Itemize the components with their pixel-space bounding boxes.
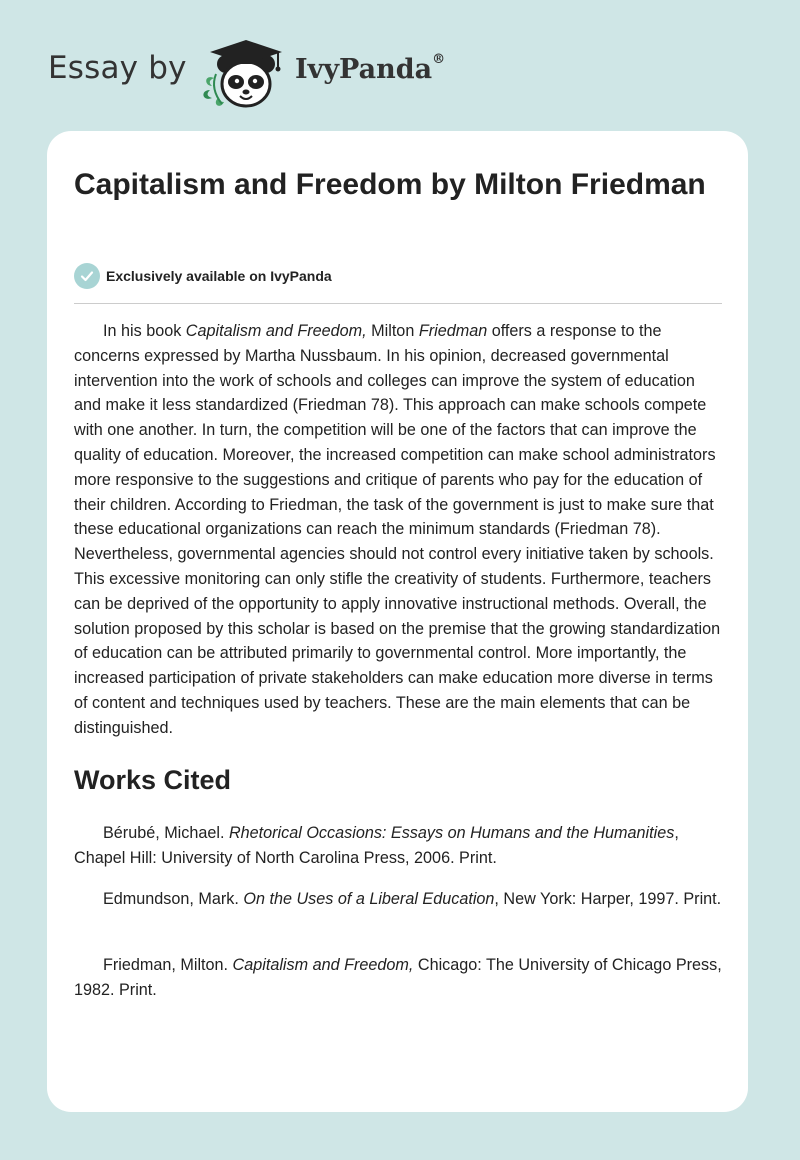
site-header bbox=[0, 0, 800, 130]
page-title: Capitalism and Freedom by Milton Friedman bbox=[74, 168, 706, 201]
check-circle-icon bbox=[74, 263, 100, 289]
divider bbox=[74, 303, 722, 304]
badge-text: Exclusively available on IvyPanda bbox=[106, 268, 332, 284]
panda-graduation-cap-icon[interactable] bbox=[200, 34, 292, 110]
essay-body: In his book Capitalism and Freedom, Milton Friedman offers a response to the concerns expressed by Martha Nussbaum. In his opinion, decreased governmental intervention into the work of schools and colleges can improve the system of education and make it less standardized (Friedman 78). This approach can make schools compete with one another. In turn, the competition will be one of the factors that can improve the quality of education. Moreover, the increased competition can make school administrators more responsive to the suggestions and critique of parents who pay for the education of their children. According to Friedman, the task of the government is just to make sure that these educational organizations can reach the minimum standards (Friedman 78). Nevertheless, governmental agencies should not control every initiative taken by schools. This excessive monitoring can only stifle the creativity of students. Furthermore, teachers can be deprived of the opportunity to apply innovative instructional methods. Overall, the solution proposed by this scholar is based on the premise that the growing standardization of education can be attributed primarily to governmental control. More importantly, the increased participation of private stakeholders can make education more diverse in terms of content and techniques used by teachers. These are the main elements that can be distinguished. bbox=[74, 322, 721, 737]
exclusive-badge bbox=[74, 263, 332, 289]
book-title: Capitalism and Freedom, bbox=[185, 322, 367, 340]
brand-name[interactable]: IvyPanda® bbox=[295, 52, 446, 85]
citation-item: Bérubé, Michael. Rhetorical Occasions: Essays on Humans and the Humanities, Chapel Hill: University of North Carolina Press, 2006. Print. bbox=[74, 824, 679, 867]
works-cited-heading: Works Cited bbox=[74, 765, 232, 795]
brand-prefix: Essay by bbox=[48, 50, 187, 86]
author-name: Friedman bbox=[418, 322, 488, 340]
citation-item: Friedman, Milton. Capitalism and Freedom, Chicago: The University of Chicago Press, 1982. Print. bbox=[74, 956, 722, 999]
registered-mark: ® bbox=[432, 52, 446, 67]
essay-card bbox=[47, 131, 748, 1112]
citation-item: Edmundson, Mark. On the Uses of a Liberal Education, New York: Harper, 1997. Print. bbox=[103, 890, 722, 908]
